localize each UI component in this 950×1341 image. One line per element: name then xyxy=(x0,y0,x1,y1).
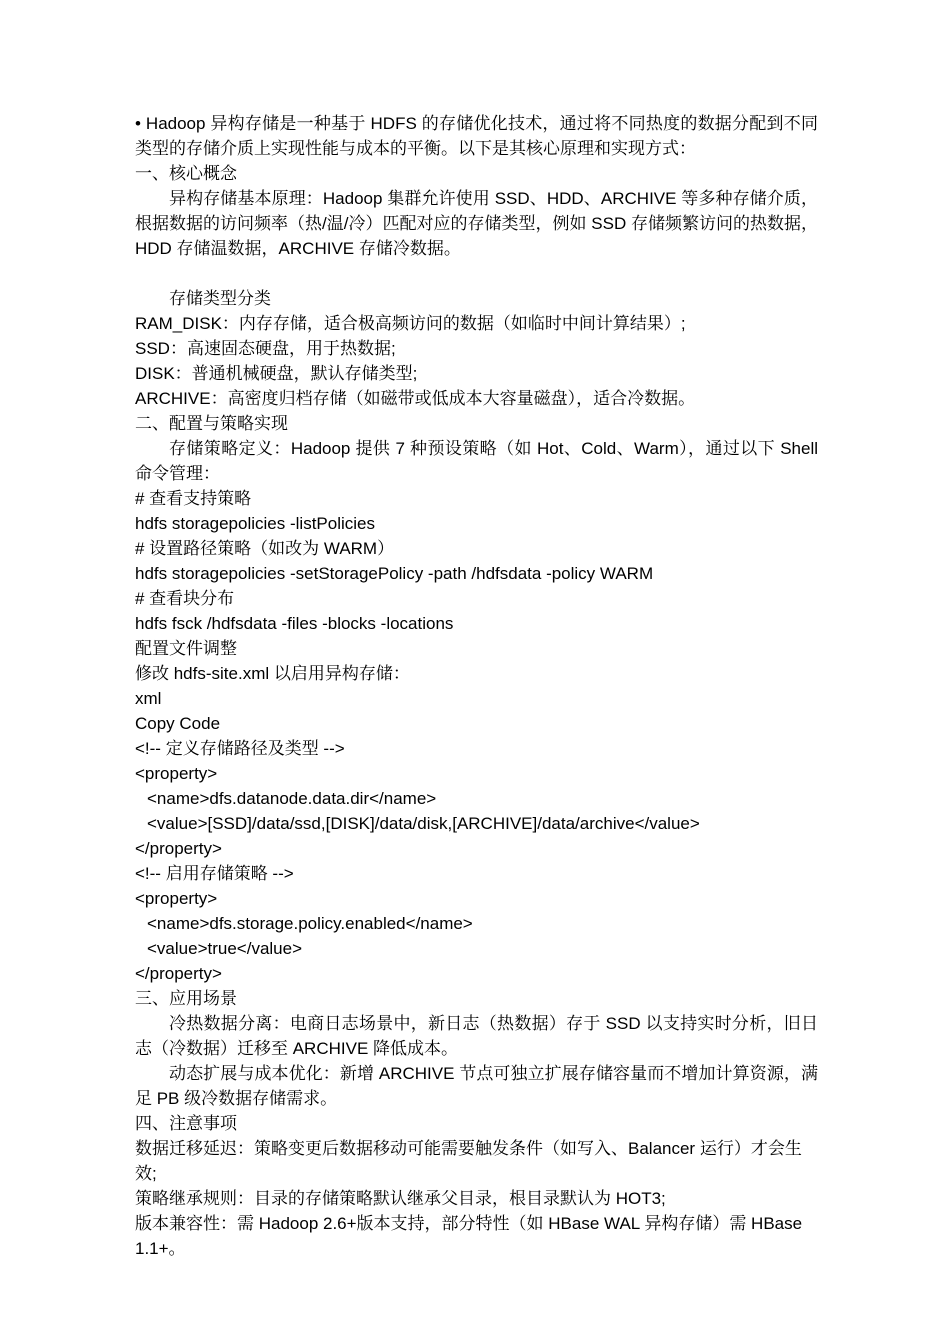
text-line: <!-- 定义存储路径及类型 --> xyxy=(135,739,345,758)
text-line: 配置文件调整 xyxy=(135,639,237,658)
blank-line xyxy=(135,261,818,286)
text-line: # 查看块分布 xyxy=(135,589,235,608)
text-line: • Hadoop 异构存储是一种基于 HDFS 的存储优化技术，通过将不同热度的数据分配到不同类型的存储介质上实现性能与成本的平衡。以下是其核心原理和实现方式： xyxy=(135,114,818,158)
text-line: 策略继承规则：目录的存储策略默认继承父目录，根目录默认为 HOT3; xyxy=(135,1189,666,1208)
text-line: <value>[SSD]/data/ssd,[DISK]/data/disk,[ARCHIVE]/data/archive</value> xyxy=(147,814,700,833)
text-line: hdfs storagepolicies -listPolicies xyxy=(135,514,375,533)
text-line: hdfs fsck /hdfsdata -files -blocks -locations xyxy=(135,614,454,633)
text-line: 一、核心概念 xyxy=(135,164,237,183)
text-line: # 查看支持策略 xyxy=(135,489,252,508)
document-body xyxy=(135,111,823,1261)
text-line: 存储类型分类 xyxy=(169,289,271,308)
text-line: <name>dfs.storage.policy.enabled</name> xyxy=(147,914,473,933)
text-line: 修改 hdfs-site.xml 以启用异构存储： xyxy=(135,664,410,683)
text-line: DISK：普通机械硬盘，默认存储类型; xyxy=(135,364,418,383)
text-line: RAM_DISK：内存存储，适合极高频访问的数据（如临时中间计算结果）; xyxy=(135,314,686,333)
text-line: xml xyxy=(135,689,162,708)
text-line: SSD：高速固态硬盘，用于热数据; xyxy=(135,339,396,358)
text-line: <name>dfs.datanode.data.dir</name> xyxy=(147,789,437,808)
text-line: <!-- 启用存储策略 --> xyxy=(135,864,294,883)
text-line: 版本兼容性：需 Hadoop 2.6+版本支持，部分特性（如 HBase WAL 异构存储）需 HBase 1.1+。 xyxy=(135,1214,807,1258)
text-line: Copy Code xyxy=(135,714,221,733)
text-line: <property> xyxy=(135,889,218,908)
text-line: 三、应用场景 xyxy=(135,989,237,1008)
text-line: </property> xyxy=(135,964,222,983)
text-line: 冷热数据分离：电商日志场景中，新日志（热数据）存于 SSD 以支持实时分析，旧日志（冷数据）迁移至 ARCHIVE 降低成本。 xyxy=(135,1014,818,1058)
text-line: </property> xyxy=(135,839,222,858)
text-line: 动态扩展与成本优化：新增 ARCHIVE 节点可独立扩展存储容量而不增加计算资源，满足 PB 级冷数据存储需求。 xyxy=(135,1064,818,1108)
text-line: <property> xyxy=(135,764,218,783)
text-line: 四、注意事项 xyxy=(135,1114,237,1133)
text-line: 数据迁移延迟：策略变更后数据移动可能需要触发条件（如写入、Balancer 运行）才会生效; xyxy=(135,1139,802,1183)
text-line: 二、配置与策略实现 xyxy=(135,414,288,433)
text-line: 存储策略定义：Hadoop 提供 7 种预设策略（如 Hot、Cold、Warm），通过以下 Shell 命令管理： xyxy=(135,439,823,483)
text-line: # 设置路径策略（如改为 WARM） xyxy=(135,539,395,558)
text-line: 异构存储基本原理：Hadoop 集群允许使用 SSD、HDD、ARCHIVE 等多种存储介质，根据数据的访问频率（热/温/冷）匹配对应的存储类型，例如 SSD 存储频繁访问的热数据，HDD 存储温数据，ARCHIVE 存储冷数据。 xyxy=(135,189,818,258)
text-line: hdfs storagepolicies -setStoragePolicy -path /hdfsdata -policy WARM xyxy=(135,564,654,583)
text-line: ARCHIVE：高密度归档存储（如磁带或低成本大容量磁盘），适合冷数据。 xyxy=(135,389,696,408)
text-line: <value>true</value> xyxy=(147,939,303,958)
